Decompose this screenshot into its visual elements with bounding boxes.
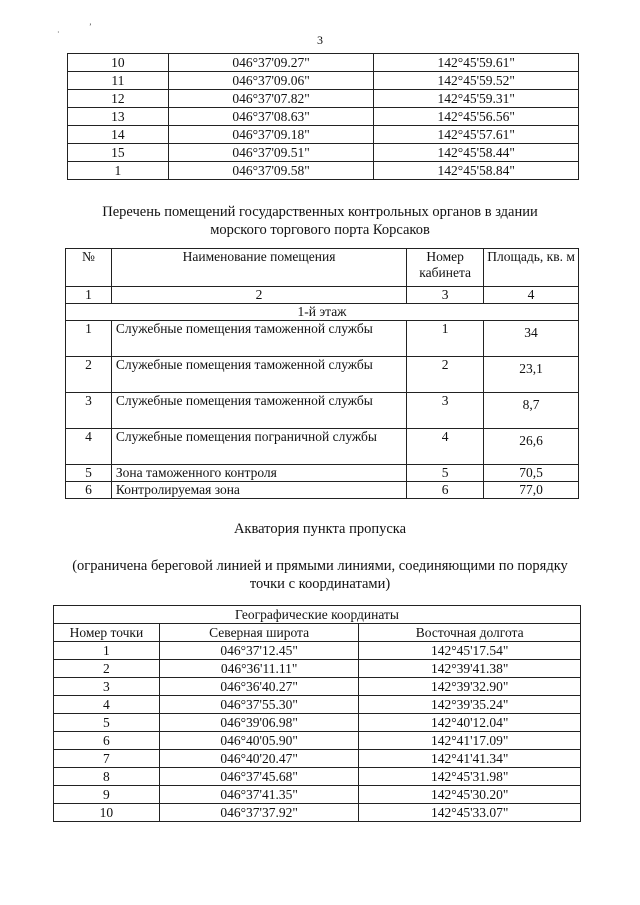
room-cabinet: 4 [407,429,484,465]
aquatory-coordinates-table [53,605,581,822]
longitude: 142°45'58.44" [374,144,579,162]
rooms-title-line2: морского торгового порта Корсаков [210,222,430,238]
longitude: 142°39'41.38" [359,660,581,678]
table-row [66,321,579,357]
point-number: 3 [54,678,160,696]
point-number: 15 [68,144,169,162]
page-number: 3 [317,33,323,47]
longitude: 142°45'33.07" [359,804,581,822]
point-number: 10 [68,54,169,72]
column-number: 2 [111,287,406,304]
room-cabinet: 3 [407,393,484,429]
point-number: 12 [68,90,169,108]
latitude: 046°37'55.30" [159,696,359,714]
table-row [68,72,579,90]
room-cabinet: 6 [407,482,484,499]
aquatory-subtitle-line2: точки с координатами) [249,576,391,592]
rooms-section-title [0,203,640,239]
point-number: 11 [68,72,169,90]
room-name: Контролируемая зона [111,482,406,499]
coordinates-table-continued [67,53,579,180]
table-row [68,90,579,108]
latitude: 046°37'12.45" [159,642,359,660]
room-name: Служебные помещения таможенной службы [111,357,406,393]
table-row [54,696,581,714]
header-cabinet: Номер кабинета [407,249,484,287]
scan-speck: · [57,28,60,37]
table-row [54,768,581,786]
table-row [54,750,581,768]
room-num: 6 [66,482,112,499]
header-name: Наименование помещения [111,249,406,287]
room-name: Зона таможенного контроля [111,465,406,482]
rooms-title-line1: Перечень помещений государственных контрольных органов в здании [102,204,538,220]
room-cabinet: 2 [407,357,484,393]
room-num: 3 [66,393,112,429]
room-cabinet: 5 [407,465,484,482]
longitude: 142°45'59.61" [374,54,579,72]
room-num: 5 [66,465,112,482]
aquatory-subtitle [0,557,640,593]
latitude: 046°37'09.58" [168,162,374,180]
latitude: 046°37'09.51" [168,144,374,162]
room-name: Служебные помещения таможенной службы [111,393,406,429]
table-row [66,357,579,393]
table-row [68,54,579,72]
header-lon: Восточная долгота [359,624,581,642]
longitude: 142°45'59.52" [374,72,579,90]
point-number: 7 [54,750,160,768]
longitude: 142°45'17.54" [359,642,581,660]
point-number: 14 [68,126,169,144]
point-number: 8 [54,768,160,786]
room-cabinet: 1 [407,321,484,357]
room-area: 26,6 [484,429,579,465]
point-number: 5 [54,714,160,732]
latitude: 046°37'09.27" [168,54,374,72]
room-name: Служебные помещения пограничной службы [111,429,406,465]
latitude: 046°39'06.98" [159,714,359,732]
table-row [54,660,581,678]
room-num: 2 [66,357,112,393]
column-number: 3 [407,287,484,304]
column-number: 1 [66,287,112,304]
latitude: 046°40'20.47" [159,750,359,768]
header-area: Площадь, кв. м [484,249,579,287]
table-row [66,465,579,482]
header-num: № [66,249,112,287]
room-area: 8,7 [484,393,579,429]
point-number: 6 [54,732,160,750]
room-name: Служебные помещения таможенной службы [111,321,406,357]
point-number: 1 [54,642,160,660]
header-lat: Северная широта [159,624,359,642]
room-area: 34 [484,321,579,357]
latitude: 046°37'09.06" [168,72,374,90]
scan-speck: ʼ [89,22,92,31]
latitude: 046°37'07.82" [168,90,374,108]
table-row [66,429,579,465]
point-number: 4 [54,696,160,714]
group-header: Географические координаты [54,606,581,624]
longitude: 142°40'12.04" [359,714,581,732]
column-number: 4 [484,287,579,304]
table-row [54,786,581,804]
longitude: 142°45'30.20" [359,786,581,804]
rooms-table [65,248,579,499]
latitude: 046°37'41.35" [159,786,359,804]
longitude: 142°45'58.84" [374,162,579,180]
room-area: 77,0 [484,482,579,499]
longitude: 142°45'57.61" [374,126,579,144]
longitude: 142°45'56.56" [374,108,579,126]
point-number: 13 [68,108,169,126]
point-number: 1 [68,162,169,180]
latitude: 046°36'40.27" [159,678,359,696]
room-area: 70,5 [484,465,579,482]
table-row [68,144,579,162]
table-row [66,393,579,429]
table-row [54,642,581,660]
longitude: 142°39'35.24" [359,696,581,714]
aquatory-subtitle-line1: (ограничена береговой линией и прямыми линиями, соединяющими по порядку [72,558,568,574]
table-row [54,732,581,750]
table-row [54,714,581,732]
longitude: 142°45'59.31" [374,90,579,108]
floor-label: 1-й этаж [66,304,579,321]
point-number: 10 [54,804,160,822]
aquatory-title: Акватория пункта пропуска [233,521,407,537]
room-area: 23,1 [484,357,579,393]
longitude: 142°39'32.90" [359,678,581,696]
point-number: 9 [54,786,160,804]
latitude: 046°37'09.18" [168,126,374,144]
table-row [68,126,579,144]
point-number: 2 [54,660,160,678]
table-row [54,678,581,696]
latitude: 046°40'05.90" [159,732,359,750]
longitude: 142°45'31.98" [359,768,581,786]
longitude: 142°41'41.34" [359,750,581,768]
table-row [68,108,579,126]
room-num: 1 [66,321,112,357]
room-num: 4 [66,429,112,465]
table-row [54,804,581,822]
latitude: 046°36'11.11" [159,660,359,678]
longitude: 142°41'17.09" [359,732,581,750]
table-row [66,482,579,499]
latitude: 046°37'08.63" [168,108,374,126]
header-point: Номер точки [54,624,160,642]
latitude: 046°37'45.68" [159,768,359,786]
latitude: 046°37'37.92" [159,804,359,822]
table-row [68,162,579,180]
